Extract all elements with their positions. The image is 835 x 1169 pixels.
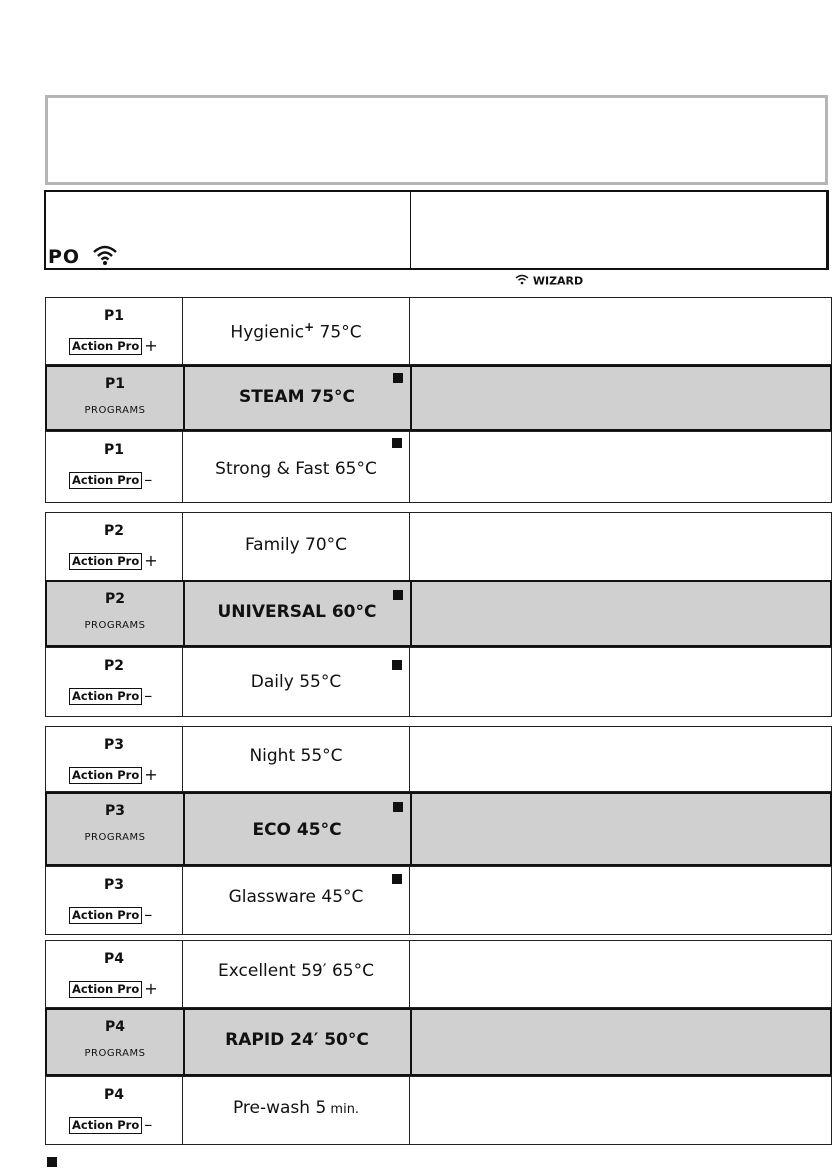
plus-icon: + xyxy=(144,551,158,570)
program-key-cell xyxy=(47,582,185,645)
minus-icon: – xyxy=(144,905,153,924)
program-row xyxy=(45,580,832,647)
program-name-cell xyxy=(183,432,410,502)
header-table xyxy=(44,190,829,270)
program-name: Strong & Fast 65°C xyxy=(215,459,377,479)
program-name-cell xyxy=(184,367,412,429)
wifi-small-icon xyxy=(515,275,533,288)
program-number: P2 xyxy=(103,523,124,539)
program-name: Family 70°C xyxy=(244,535,348,555)
program-name: UNIVERSAL 60°C xyxy=(217,602,377,622)
program-row xyxy=(45,431,832,503)
program-key-cell xyxy=(47,367,185,429)
plus-icon: + xyxy=(144,765,158,784)
minus-icon: – xyxy=(144,686,153,705)
program-number: P3 xyxy=(103,877,124,893)
action-pro-label: Action Pro xyxy=(69,338,142,355)
program-row xyxy=(45,866,832,935)
minus-icon: – xyxy=(144,1115,153,1134)
square-marker xyxy=(393,802,403,812)
action-pro-label: Action Pro xyxy=(69,767,142,784)
action-pro-key xyxy=(69,979,158,998)
po-indicator xyxy=(48,244,118,271)
program-name-cell xyxy=(183,298,410,364)
program-number: P2 xyxy=(104,591,125,607)
minus-icon: – xyxy=(144,470,153,489)
program-key-cell xyxy=(46,727,183,791)
program-name: Daily 55°C xyxy=(250,672,342,692)
action-pro-label: Action Pro xyxy=(69,553,142,570)
program-key-cell xyxy=(46,648,183,716)
program-name-cell xyxy=(183,867,410,934)
program-name: STEAM 75°C xyxy=(238,387,356,407)
program-number: P4 xyxy=(104,1019,125,1035)
program-number: P1 xyxy=(104,376,125,392)
program-number: P2 xyxy=(103,658,124,674)
action-pro-label: Action Pro xyxy=(69,907,142,924)
square-marker xyxy=(392,438,402,448)
program-row xyxy=(45,726,832,792)
program-key-cell xyxy=(46,867,183,934)
action-pro-key xyxy=(69,336,158,355)
program-name-cell xyxy=(183,727,410,791)
program-row xyxy=(45,365,832,431)
program-number: P3 xyxy=(103,737,124,753)
action-pro-key xyxy=(69,686,152,705)
action-pro-key xyxy=(69,551,158,570)
action-pro-label: Action Pro xyxy=(69,472,142,489)
program-row xyxy=(45,512,832,581)
program-name: ECO 45°C xyxy=(252,820,342,840)
program-key-cell xyxy=(46,298,183,364)
program-name-cell xyxy=(184,794,412,864)
program-row xyxy=(45,792,832,866)
program-name: Night 55°C xyxy=(249,746,343,766)
action-pro-label: Action Pro xyxy=(69,981,142,998)
programs-label: PROGRAMS xyxy=(84,620,146,631)
program-key-cell xyxy=(47,794,185,864)
program-name: Pre-wash 5 min. xyxy=(232,1098,360,1118)
action-pro-key xyxy=(69,1115,152,1134)
square-marker xyxy=(393,373,403,383)
wizard-label xyxy=(515,274,583,288)
program-number: P4 xyxy=(103,1087,124,1103)
wifi-icon xyxy=(92,244,118,271)
programs-label: PROGRAMS xyxy=(84,832,146,843)
program-number: P4 xyxy=(103,951,124,967)
program-name-cell xyxy=(183,513,410,580)
program-name-cell xyxy=(183,648,410,716)
wizard-text: WIZARD xyxy=(532,274,584,288)
action-pro-label: Action Pro xyxy=(69,688,142,705)
program-key-cell xyxy=(46,513,183,580)
plus-icon: + xyxy=(144,336,158,355)
program-row xyxy=(45,647,832,717)
square-marker xyxy=(392,874,402,884)
po-label: PO xyxy=(48,246,81,268)
programs-label: PROGRAMS xyxy=(84,405,146,416)
programs-label: PROGRAMS xyxy=(84,1048,146,1059)
program-name-cell xyxy=(184,1010,412,1074)
program-number: P3 xyxy=(104,803,125,819)
legend-square xyxy=(47,1157,57,1167)
program-key-cell xyxy=(46,941,183,1007)
plus-icon: + xyxy=(144,979,158,998)
action-pro-key xyxy=(69,765,158,784)
program-name: RAPID 24′ 50°C xyxy=(225,1030,369,1050)
program-name-cell xyxy=(183,1077,410,1144)
program-number: P1 xyxy=(103,308,124,324)
program-name: Hygienic+ 75°C xyxy=(230,320,362,343)
program-number: P1 xyxy=(103,442,124,458)
program-row xyxy=(45,940,832,1008)
program-row xyxy=(45,297,832,365)
action-pro-label: Action Pro xyxy=(69,1117,142,1134)
square-marker xyxy=(393,590,403,600)
program-name-cell xyxy=(184,582,412,645)
program-name: Excellent 59′ 65°C xyxy=(218,961,374,981)
action-pro-key xyxy=(69,470,152,489)
program-name: Glassware 45°C xyxy=(228,887,364,907)
title-box xyxy=(45,95,828,185)
action-pro-key xyxy=(69,905,152,924)
program-row xyxy=(45,1008,832,1076)
program-key-cell xyxy=(46,1077,183,1144)
program-key-cell xyxy=(47,1010,185,1074)
program-name-cell xyxy=(183,941,410,1007)
program-row xyxy=(45,1076,832,1145)
square-marker xyxy=(392,660,402,670)
program-key-cell xyxy=(46,432,183,502)
